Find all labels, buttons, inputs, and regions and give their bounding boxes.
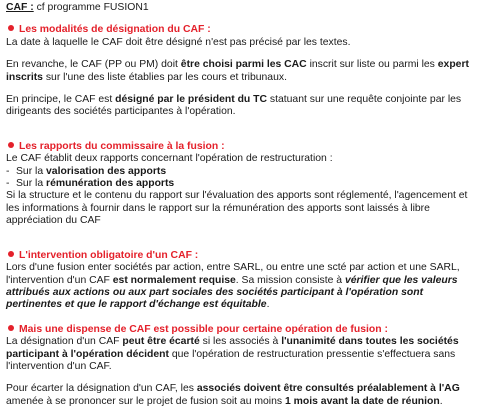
emphasis: l'unanimité dans toutes les sociétés participant à l'opération décident [6,336,459,360]
emphasis-italic: vérifier que les valeurs attribués aux actions ou aux part sociales des sociétés participant à l'opération sont pertinentes et que le rapport d'échange est équitable [6,274,458,311]
text: En revanche, le CAF (PP ou PM) doit [6,59,181,71]
text: La date à laquelle le CAF doit être désigné n'est pas précisé par les textes. [6,36,351,48]
text: Si la structure et le contenu du rapport sur l'évaluation des apports sont réglementé, l'agencement et les informations à fournir dans le rapport sur la rémunération des apports sont laissés à libre appréciation du CAF [6,190,468,227]
text: Le CAF établit deux rapports concernant l'opération de restructuration : [6,153,333,165]
header-reference: cf programme FUSION1 [33,2,149,13]
emphasis: est normalement requise [112,274,236,286]
text: Pour écarter la désignation d'un CAF, les [6,383,197,395]
paragraph [6,37,472,49]
section-dispense [6,324,472,408]
emphasis: expert inscrits [6,59,469,83]
paragraph [6,262,472,312]
text: . Sa mission consiste à [235,274,345,286]
paragraph [6,336,472,373]
text: statuant sur une requête conjointe par les dirigeants des sociétés participantes à l'opération. [6,94,462,118]
text: si les associés à [199,336,282,348]
list-item [6,178,472,190]
section-title-text: Les rapports du commissaire à la fusion : [19,140,225,152]
section-designation [6,24,472,118]
list-item [6,166,472,178]
text: inscrit sur liste ou parmi les [306,59,438,71]
bullet-icon [8,325,14,331]
section-title-dispense [6,324,472,336]
section-title-intervention [6,250,472,262]
text: Sur la [16,165,47,177]
text: sur l'une des liste établies par les cours et tribunaux. [42,71,287,83]
document-header [6,2,472,14]
section-title-text: Mais une dispense de CAF est possible pour certaine opération de fusion : [19,323,388,335]
emphasis: être choisi parmi les CAC [180,59,307,71]
section-rapports [6,141,472,228]
section-title-text: L'intervention obligatoire d'un CAF : [19,249,199,261]
section-intervention [6,250,472,312]
emphasis: valorisation des apports [46,165,167,177]
paragraph [6,59,472,84]
section-title-rapports [6,141,472,153]
header-caf-label: CAF : [6,2,34,13]
section-title-designation [6,24,472,36]
text: amenée à se prononcer sur le projet de fusion soit au moins [6,395,285,407]
emphasis: désigné par le président du TC [115,94,268,106]
emphasis: associés doivent être consultés préalablement à l'AG [196,383,460,395]
emphasis: peut être écarté [122,336,200,348]
text: En principe, le CAF est [6,94,116,106]
section-title-text: Les modalités de désignation du CAF : [19,24,211,36]
text: Lors d'une fusion enter sociétés par action, entre SARL, ou entre une scté par action et une SARL, l'intervention d'un CAF [6,262,460,286]
text: La désignation d'un CAF [6,336,123,348]
bullet-icon [8,251,14,257]
text: que l'opération de restructuration pressentie s'effectuera sans l'intervention d'un CAF. [6,348,456,372]
text: . [439,395,443,407]
emphasis: 1 mois avant la date de réunion [284,395,440,407]
paragraph [6,94,472,119]
emphasis: rémunération des apports [46,178,175,190]
bullet-icon [8,142,14,148]
dash-marker: - [6,165,10,177]
bullet-icon [8,25,14,31]
paragraph [6,153,472,165]
paragraph [6,190,472,227]
text: . [266,299,270,311]
dash-marker: - [6,178,10,190]
text: Sur la [16,178,47,190]
paragraph [6,383,472,408]
